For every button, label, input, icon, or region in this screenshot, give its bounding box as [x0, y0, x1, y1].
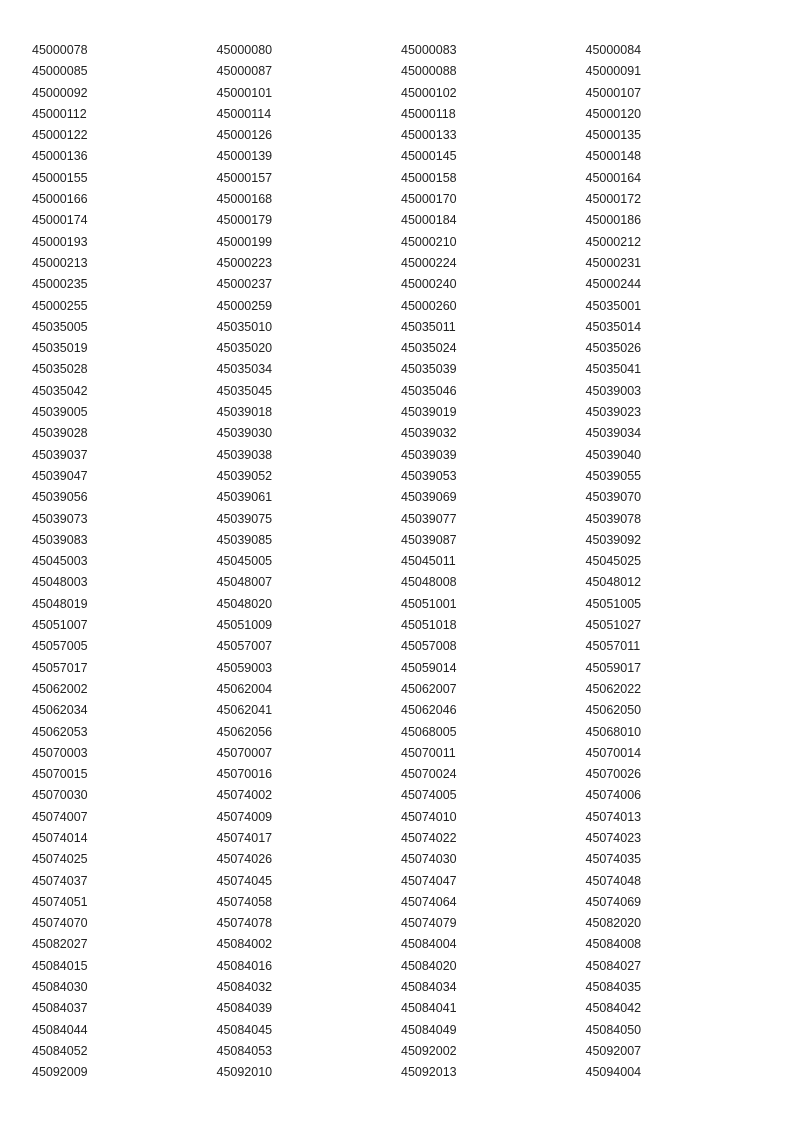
- table-row: [32, 700, 770, 721]
- code-cell: 45039039: [401, 447, 457, 462]
- code-cell: 45039078: [585, 511, 642, 526]
- code-cell: 45000244: [585, 277, 642, 292]
- code-cell: 45048008: [401, 575, 457, 590]
- table-row: [32, 125, 770, 146]
- code-cell: 45000199: [216, 234, 273, 249]
- code-cell: 45074014: [32, 830, 88, 845]
- code-cell: 45051001: [401, 596, 457, 611]
- code-cell: 45000235: [32, 277, 88, 292]
- table-row: [32, 849, 770, 870]
- code-cell: 45000135: [585, 128, 642, 143]
- table-row: [32, 977, 770, 998]
- code-cell: 45000080: [216, 43, 273, 57]
- code-cell: 45000157: [216, 170, 273, 185]
- code-cell: 45059014: [401, 660, 457, 675]
- code-cell: 45084030: [32, 980, 88, 995]
- table-row: [32, 722, 770, 743]
- code-cell: 45045025: [585, 554, 642, 569]
- code-cell: 45035014: [585, 319, 642, 334]
- code-cell: 45051007: [32, 618, 88, 633]
- table-row: [32, 274, 770, 295]
- code-cell: 45000083: [401, 43, 457, 57]
- table-row: [32, 615, 770, 636]
- code-cell: 45000237: [216, 277, 273, 292]
- code-cell: 45035001: [585, 298, 642, 313]
- code-cell: 45000174: [32, 213, 88, 228]
- table-row: [32, 956, 770, 977]
- code-cell: 45074069: [585, 894, 642, 909]
- code-cell: 45084042: [585, 1001, 642, 1016]
- code-cell: 45000155: [32, 170, 88, 185]
- code-cell: 45062004: [216, 681, 273, 696]
- code-cell: 45084004: [401, 937, 457, 952]
- code-cell: 45000223: [216, 255, 273, 270]
- code-cell: 45074025: [32, 852, 88, 867]
- code-cell: 45070014: [585, 745, 642, 760]
- code-cell: 45000139: [216, 149, 273, 164]
- code-cell: 45062053: [32, 724, 88, 739]
- code-cell: 45000120: [585, 106, 642, 121]
- code-cell: 45039005: [32, 405, 88, 420]
- code-cell: 45000213: [32, 255, 88, 270]
- code-cell: 45048003: [32, 575, 88, 590]
- code-cell: 45039053: [401, 468, 457, 483]
- table-row: [32, 551, 770, 572]
- code-table-body: [32, 40, 770, 1084]
- code-cell: 45068005: [401, 724, 457, 739]
- code-cell: 45035028: [32, 362, 88, 377]
- code-cell: 45039038: [216, 447, 273, 462]
- code-cell: 45039077: [401, 511, 457, 526]
- code-cell: 45084027: [585, 958, 642, 973]
- table-row: [32, 572, 770, 593]
- code-cell: 45000179: [216, 213, 273, 228]
- code-cell: 45062007: [401, 681, 457, 696]
- code-cell: 45039085: [216, 532, 273, 547]
- code-cell: 45000212: [585, 234, 642, 249]
- code-cell: 45039037: [32, 447, 88, 462]
- table-row: [32, 1062, 770, 1083]
- table-row: [32, 934, 770, 955]
- code-cell: 45035026: [585, 341, 642, 356]
- code-cell: 45062041: [216, 703, 273, 718]
- code-cell: 45084052: [32, 1043, 88, 1058]
- table-row: [32, 210, 770, 231]
- code-cell: 45070015: [32, 767, 88, 782]
- code-cell: 45070024: [401, 767, 457, 782]
- code-cell: 45000166: [32, 192, 88, 207]
- code-cell: 45074023: [585, 830, 642, 845]
- code-cell: 45000168: [216, 192, 273, 207]
- table-row: [32, 466, 770, 487]
- code-cell: 45048019: [32, 596, 88, 611]
- code-cell: 45059003: [216, 660, 273, 675]
- table-row: [32, 317, 770, 338]
- code-cell: 45084020: [401, 958, 457, 973]
- code-cell: 45074010: [401, 809, 457, 824]
- code-cell: 45084015: [32, 958, 88, 973]
- code-cell: 45039069: [401, 490, 457, 505]
- table-row: [32, 998, 770, 1019]
- code-cell: 45039075: [216, 511, 273, 526]
- table-row: [32, 636, 770, 657]
- code-cell: 45084016: [216, 958, 273, 973]
- code-cell: 45074007: [32, 809, 88, 824]
- code-cell: 45084050: [585, 1022, 642, 1037]
- code-cell: 45000084: [585, 43, 642, 57]
- code-cell: 45051027: [585, 618, 642, 633]
- table-row: [32, 338, 770, 359]
- code-cell: 45057008: [401, 639, 457, 654]
- code-cell: 45000255: [32, 298, 88, 313]
- code-cell: 45074070: [32, 916, 88, 931]
- code-cell: 45074064: [401, 894, 457, 909]
- code-cell: 45074078: [216, 916, 273, 931]
- code-cell: 45000101: [216, 85, 273, 100]
- code-cell: 45000193: [32, 234, 88, 249]
- code-cell: 45039070: [585, 490, 642, 505]
- code-cell: 45092010: [216, 1065, 273, 1080]
- code-cell: 45000091: [585, 64, 642, 79]
- code-cell: 45039055: [585, 468, 642, 483]
- code-cell: 45035020: [216, 341, 273, 356]
- code-cell: 45039023: [585, 405, 642, 420]
- code-cell: 45084037: [32, 1001, 88, 1016]
- table-row: [32, 83, 770, 104]
- code-cell: 45084045: [216, 1022, 273, 1037]
- table-row: [32, 530, 770, 551]
- code-cell: 45074035: [585, 852, 642, 867]
- code-cell: 45000118: [401, 106, 456, 121]
- code-cell: 45092002: [401, 1043, 457, 1058]
- code-cell: 45068010: [585, 724, 642, 739]
- code-cell: 45082027: [32, 937, 88, 952]
- code-cell: 45035005: [32, 319, 88, 334]
- table-row: [32, 61, 770, 82]
- code-cell: 45074037: [32, 873, 88, 888]
- table-row: [32, 232, 770, 253]
- code-cell: 45039052: [216, 468, 273, 483]
- code-cell: 45039030: [216, 426, 273, 441]
- code-cell: 45084041: [401, 1001, 457, 1016]
- table-row: [32, 807, 770, 828]
- code-cell: 45094004: [585, 1065, 642, 1080]
- code-cell: 45035045: [216, 383, 273, 398]
- table-row: [32, 168, 770, 189]
- code-cell: 45000260: [401, 298, 457, 313]
- code-cell: 45059017: [585, 660, 642, 675]
- code-cell: 45000102: [401, 85, 457, 100]
- table-row: [32, 359, 770, 380]
- table-row: [32, 679, 770, 700]
- code-cell: 45000148: [585, 149, 642, 164]
- code-cell: 45070007: [216, 745, 273, 760]
- table-row: [32, 785, 770, 806]
- table-row: [32, 445, 770, 466]
- code-cell: 45000158: [401, 170, 457, 185]
- code-cell: 45035034: [216, 362, 273, 377]
- code-cell: 45084053: [216, 1043, 273, 1058]
- code-cell: 45074013: [585, 809, 642, 824]
- table-row: [32, 828, 770, 849]
- table-row: [32, 146, 770, 167]
- code-cell: 45035024: [401, 341, 457, 356]
- code-cell: 45051009: [216, 618, 273, 633]
- code-cell: 45074048: [585, 873, 642, 888]
- code-cell: 45045011: [401, 554, 456, 569]
- code-cell: 45092007: [585, 1043, 642, 1058]
- code-cell: 45000114: [216, 106, 272, 121]
- code-cell: 45092009: [32, 1065, 88, 1080]
- code-cell: 45074017: [216, 830, 273, 845]
- code-cell: 45074009: [216, 809, 273, 824]
- table-row: [32, 1020, 770, 1041]
- code-cell: 45084008: [585, 937, 642, 952]
- code-cell: 45048020: [216, 596, 273, 611]
- code-cell: 45070003: [32, 745, 88, 760]
- code-cell: 45039040: [585, 447, 642, 462]
- code-cell: 45057005: [32, 639, 88, 654]
- code-cell: 45000133: [401, 128, 457, 143]
- code-cell: 45000231: [585, 255, 642, 270]
- code-cell: 45074030: [401, 852, 457, 867]
- code-cell: 45070016: [216, 767, 273, 782]
- table-row: [32, 296, 770, 317]
- code-cell: 45000107: [585, 85, 642, 100]
- code-cell: 45000210: [401, 234, 457, 249]
- code-table: [32, 40, 770, 1084]
- table-row: [32, 1041, 770, 1062]
- code-cell: 45035042: [32, 383, 88, 398]
- table-row: [32, 423, 770, 444]
- table-row: [32, 189, 770, 210]
- code-cell: 45039083: [32, 532, 88, 547]
- table-row: [32, 871, 770, 892]
- code-cell: 45074058: [216, 894, 273, 909]
- code-cell: 45051005: [585, 596, 642, 611]
- code-cell: 45045005: [216, 554, 273, 569]
- code-cell: 45062034: [32, 703, 88, 718]
- code-cell: 45039073: [32, 511, 88, 526]
- code-cell: 45074079: [401, 916, 457, 931]
- code-cell: 45035046: [401, 383, 457, 398]
- table-row: [32, 658, 770, 679]
- table-row: [32, 104, 770, 125]
- table-row: [32, 594, 770, 615]
- code-cell: 45084035: [585, 980, 642, 995]
- table-row: [32, 764, 770, 785]
- table-row: [32, 743, 770, 764]
- code-cell: 45035011: [401, 319, 456, 334]
- code-cell: 45074002: [216, 788, 273, 803]
- code-cell: 45000122: [32, 128, 88, 143]
- code-cell: 45000092: [32, 85, 88, 100]
- code-cell: 45051018: [401, 618, 457, 633]
- code-cell: 45057007: [216, 639, 273, 654]
- code-cell: 45035041: [585, 362, 642, 377]
- code-cell: 45039019: [401, 405, 457, 420]
- code-cell: 45062002: [32, 681, 88, 696]
- code-cell: 45062046: [401, 703, 457, 718]
- table-row: [32, 402, 770, 423]
- code-cell: 45000126: [216, 128, 273, 143]
- code-cell: 45000078: [32, 43, 88, 57]
- code-cell: 45000184: [401, 213, 457, 228]
- code-cell: 45048007: [216, 575, 273, 590]
- code-cell: 45000145: [401, 149, 457, 164]
- code-cell: 45039018: [216, 405, 273, 420]
- code-cell: 45045003: [32, 554, 88, 569]
- code-cell: 45048012: [585, 575, 642, 590]
- code-cell: 45084002: [216, 937, 273, 952]
- code-cell: 45092013: [401, 1065, 457, 1080]
- code-cell: 45000085: [32, 64, 88, 79]
- code-cell: 45062022: [585, 681, 642, 696]
- code-cell: 45039034: [585, 426, 642, 441]
- code-cell: 45039003: [585, 383, 642, 398]
- code-cell: 45000136: [32, 149, 88, 164]
- code-cell: 45062050: [585, 703, 642, 718]
- code-cell: 45000259: [216, 298, 273, 313]
- code-cell: 45074022: [401, 830, 457, 845]
- code-cell: 45074005: [401, 788, 457, 803]
- code-cell: 45000087: [216, 64, 273, 79]
- code-cell: 45039092: [585, 532, 642, 547]
- code-cell: 45000186: [585, 213, 642, 228]
- code-cell: 45074026: [216, 852, 273, 867]
- table-row: [32, 487, 770, 508]
- code-cell: 45070030: [32, 788, 88, 803]
- code-cell: 45074045: [216, 873, 273, 888]
- code-cell: 45084032: [216, 980, 273, 995]
- code-cell: 45000164: [585, 170, 642, 185]
- code-cell: 45039087: [401, 532, 457, 547]
- code-cell: 45000240: [401, 277, 457, 292]
- code-cell: 45000170: [401, 192, 457, 207]
- table-row: [32, 509, 770, 530]
- code-cell: 45039056: [32, 490, 88, 505]
- code-cell: 45084049: [401, 1022, 457, 1037]
- table-row: [32, 892, 770, 913]
- code-cell: 45084044: [32, 1022, 88, 1037]
- code-cell: 45074051: [32, 894, 88, 909]
- code-cell: 45039061: [216, 490, 273, 505]
- code-cell: 45039047: [32, 468, 88, 483]
- code-cell: 45057011: [585, 639, 641, 654]
- code-cell: 45074006: [585, 788, 642, 803]
- code-cell: 45035039: [401, 362, 457, 377]
- code-cell: 45000172: [585, 192, 642, 207]
- code-cell: 45057017: [32, 660, 88, 675]
- code-cell: 45000088: [401, 64, 457, 79]
- code-cell: 45039032: [401, 426, 457, 441]
- table-row: [32, 40, 770, 61]
- code-cell: 45035019: [32, 341, 88, 356]
- table-row: [32, 381, 770, 402]
- code-cell: 45070011: [401, 745, 456, 760]
- code-cell: 45070026: [585, 767, 642, 782]
- code-cell: 45074047: [401, 873, 457, 888]
- table-row: [32, 913, 770, 934]
- code-cell: 45062056: [216, 724, 273, 739]
- code-cell: 45035010: [216, 319, 273, 334]
- code-cell: 45084034: [401, 980, 457, 995]
- code-cell: 45082020: [585, 916, 642, 931]
- code-cell: 45039028: [32, 426, 88, 441]
- table-row: [32, 253, 770, 274]
- code-cell: 45084039: [216, 1001, 273, 1016]
- code-cell: 45000112: [32, 106, 87, 121]
- code-cell: 45000224: [401, 255, 457, 270]
